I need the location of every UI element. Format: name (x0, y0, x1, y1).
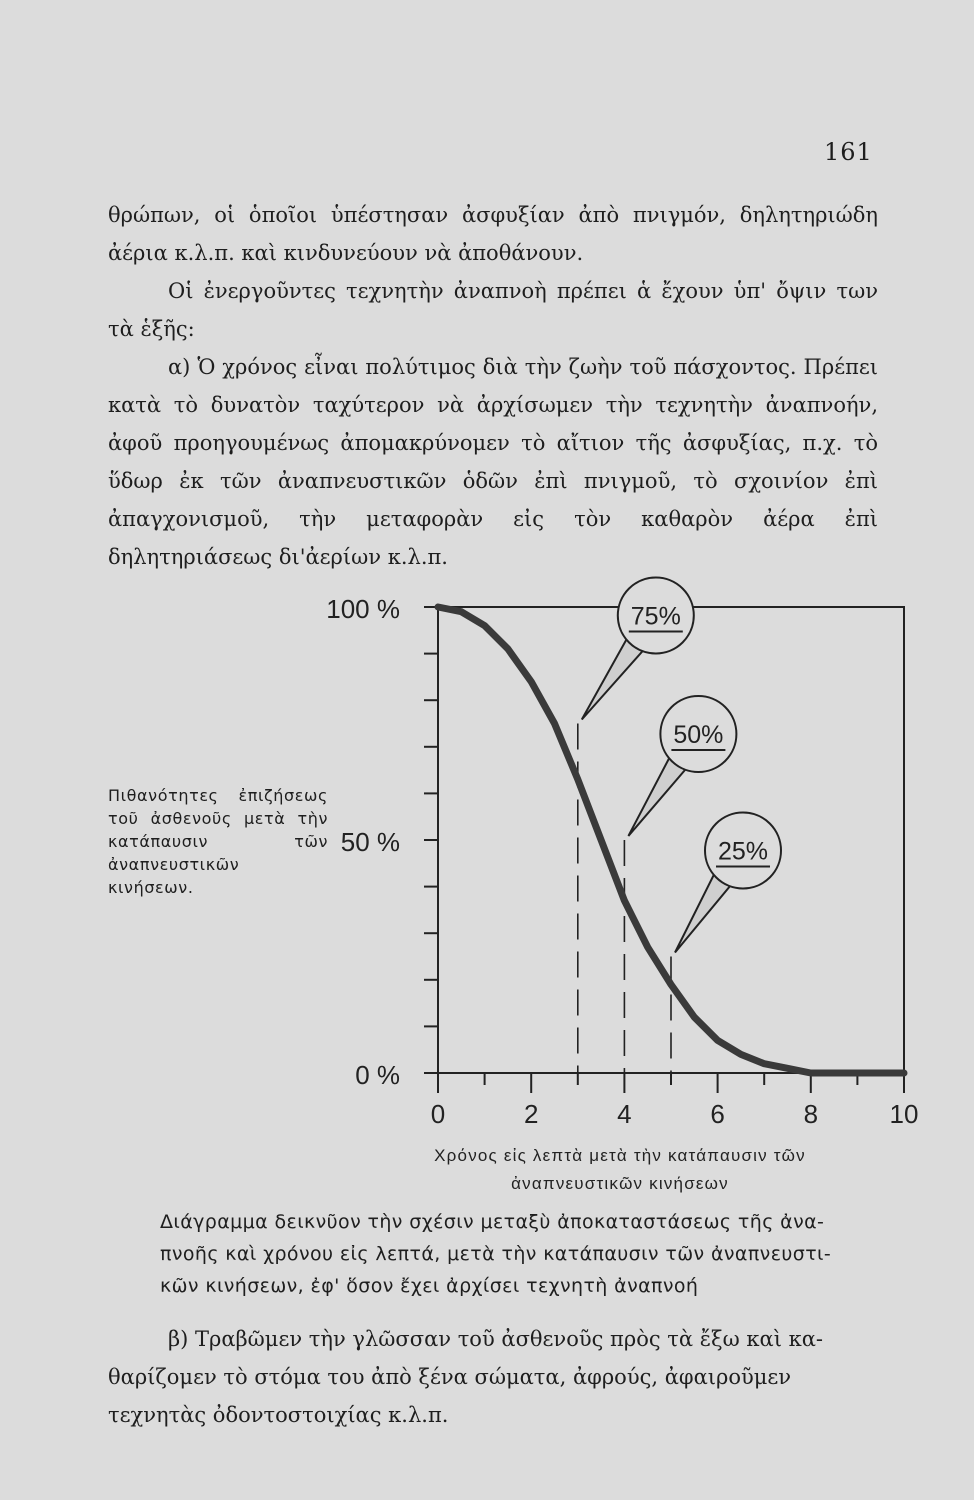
x-tick-label: 8 (803, 1099, 819, 1129)
paragraph-rescuers: Οἱ ἐνεργοῦντες τεχνητὴν ἀναπνοὴ πρέπει ἁ ἔχουν ὑπ' ὄψιν των τὰ ἑξῆς: (108, 279, 878, 341)
caption-line: πνοῆς καὶ χρόνου εἰς λεπτά, μετὰ τὴν κατάπαυσιν τῶν ἀναπνευστι- (160, 1243, 832, 1265)
caption-line: κῶν κινήσεων, ἐφ' ὅσον ἔχει ἀρχίσει τεχνητὴ ἀναπνοή (160, 1275, 699, 1297)
figure-caption (160, 1206, 930, 1302)
x-tick-label: 4 (617, 1099, 632, 1129)
paragraph-point-b-line: τεχνητὰς ὀδοντοστοιχίας κ.λ.π. (108, 1403, 449, 1427)
x-tick-label: 6 (710, 1099, 725, 1129)
page-number: 161 (824, 138, 873, 166)
caption-line: Διάγραμμα δεικνῦον τὴν σχέσιν μεταξὺ ἀποκαταστάσεως τῆς ἀνα- (160, 1211, 825, 1233)
figure-side-caption: Πιθανότητες ἐπιζήσεως τοῦ ἀσθενοῦς μετὰ τὴν κατάπαυσιν τῶν ἀναπνευστικῶν κινήσεων. (108, 786, 328, 897)
x-axis-label: ἀναπνευστικῶν κινήσεων (511, 1174, 729, 1193)
callout-label: 50% (673, 721, 724, 749)
paragraph-point-a: α) Ὁ χρόνος εἶναι πολύτιμος διὰ τὴν ζωὴν τοῦ πάσχοντος. Πρέπει κατὰ τὸ δυνατὸν ταχύτερον νὰ ἀρχίσωμεν τὴν τεχνητὴν ἀναπνοήν, ἀφοῦ προηγουμένως ἀπομακρύνομεν τὸ αἴτιον τῆς ἀσφυξίας, π.χ. τὸ ὕδωρ ἐκ τῶν ἀναπνευστικῶν ὁδῶν ἐπὶ πνιγμοῦ, τὸ σχοινίον ἐπὶ ἀπαγχονισμοῦ, τὴν μεταφορὰν εἰς τὸν καθαρὸν ἀέρα ἐπὶ δηλητηριάσεως δι'ἀερίων κ.λ.π. (108, 355, 878, 569)
y-tick-label: 50 % (340, 827, 400, 857)
callout-label: 75% (630, 602, 681, 631)
x-tick-label: 2 (523, 1099, 539, 1129)
paragraph-point-b-line: β) Τραβῶμεν τὴν γλῶσσαν τοῦ ἀσθενοῦς πρὸς τὰ ἔξω καὶ κα- (168, 1327, 823, 1351)
y-tick-label: 0 % (355, 1060, 400, 1090)
x-axis-label: Χρόνος εἰς λεπτὰ μετὰ τὴν κατάπαυσιν τῶν (434, 1146, 806, 1165)
x-tick-label: 10 (889, 1099, 919, 1129)
x-tick-label: 0 (430, 1099, 446, 1129)
text-bottom (108, 1320, 878, 1434)
paragraph-point-b-line: θαρίζομεν τὸ στόμα του ἀπὸ ξένα σώματα, ἀφρούς, ἀφαιροῦμεν (108, 1365, 792, 1389)
paragraph-continuation: θρώπων, οἱ ὁποῖοι ὑπέστησαν ἀσφυξίαν ἀπὸ πνιγμόν, δηλητηριώδη ἀέρια κ.λ.π. καὶ κινδυνεύουν νὰ ἀποθάνουν. (108, 203, 878, 265)
y-tick-label: 100 % (326, 594, 400, 624)
callout-label: 25% (717, 837, 769, 866)
